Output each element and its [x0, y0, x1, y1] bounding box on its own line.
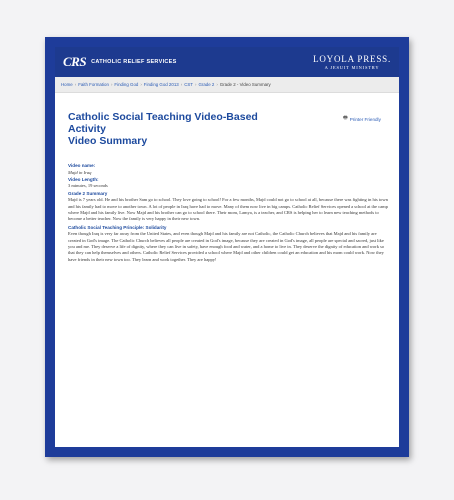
loyola-name: LOYOLA PRESS.	[313, 54, 391, 64]
site-header	[55, 47, 399, 77]
page	[55, 47, 399, 447]
breadcrumb-item[interactable]: Faith Formation	[78, 82, 109, 87]
crs-name: CATHOLIC RELIEF SERVICES	[91, 59, 177, 65]
title-line-1: Catholic Social Teaching Video-Based Activity	[68, 111, 258, 135]
crs-logo[interactable]	[63, 54, 177, 70]
page-title	[68, 111, 298, 147]
printer-icon: 🖶	[343, 115, 348, 121]
video-name: Majd in Iraq	[68, 170, 92, 175]
breadcrumb-item[interactable]: Finding God	[114, 82, 139, 87]
principle-label: Catholic Social Teaching Principle: Solidarity	[68, 225, 167, 231]
video-length-label: Video Length:	[68, 177, 99, 182]
breadcrumb-item[interactable]: Grade 2	[198, 82, 215, 87]
breadcrumb-item[interactable]: Home	[61, 82, 73, 87]
video-name-label: Video name:	[68, 163, 96, 168]
printer-friendly-link[interactable]	[343, 115, 381, 123]
crs-mark: CRS	[63, 54, 87, 69]
title-line-2: Video Summary	[68, 135, 148, 147]
principle-text: Even though Iraq is very far away from the United States, and even though Majd and his family are not Catholic, the Catholic Church believes that Majd and his family are created in God's image. The Catholic Church believes all people are created in God's image, because they are created in God's image, all people are special and sacred, just like you and me. They deserve a life of dignity, where they can live in safety, have enough food and water, and a home to live in. They deserve the dignity of education and work so that they can help themselves and others. Catholic Relief Services provided a school where Majd and other children could get an education and his mom could work. Now they have friends in their new town too. They learn and work together. They are happy!	[68, 231, 385, 262]
summary-text: Majd is 7 years old. He and his brother Sam go to school. They love going to school! For a few months, Majd could not go to school at all, because there was fighting in his town and his family had to move to another town. A lot of people in Iraq have had to move. Many of them now live in big camps. Catholic Relief Services opened a school at the camp where Majd and his family live. Now Majd and his brother can go to school there. Their mom, Lamya, is a teacher, and CRS is helping her to learn new teaching methods to become a better teacher. Now the family is very happy in their new town.	[68, 197, 388, 222]
breadcrumb-current: Grade 2 - Video Summary	[219, 82, 271, 87]
breadcrumb-item[interactable]: Finding God 2013	[143, 82, 179, 87]
summary-label: Grade 2 Summary	[68, 191, 108, 197]
breadcrumb-item[interactable]: CST	[184, 82, 193, 87]
printer-friendly-label: Printer Friendly	[349, 116, 381, 122]
video-info	[68, 163, 388, 263]
loyola-press-logo[interactable]	[313, 54, 391, 70]
page-frame	[45, 37, 409, 457]
video-length: 3 minutes, 19 seconds	[68, 183, 108, 188]
breadcrumb: Home › Faith Formation › Finding God › Finding God 2013 › CST › Grade 2 › Grade 2 - Video Summary	[55, 77, 399, 93]
loyola-subtitle: A JESUIT MINISTRY	[324, 65, 380, 70]
